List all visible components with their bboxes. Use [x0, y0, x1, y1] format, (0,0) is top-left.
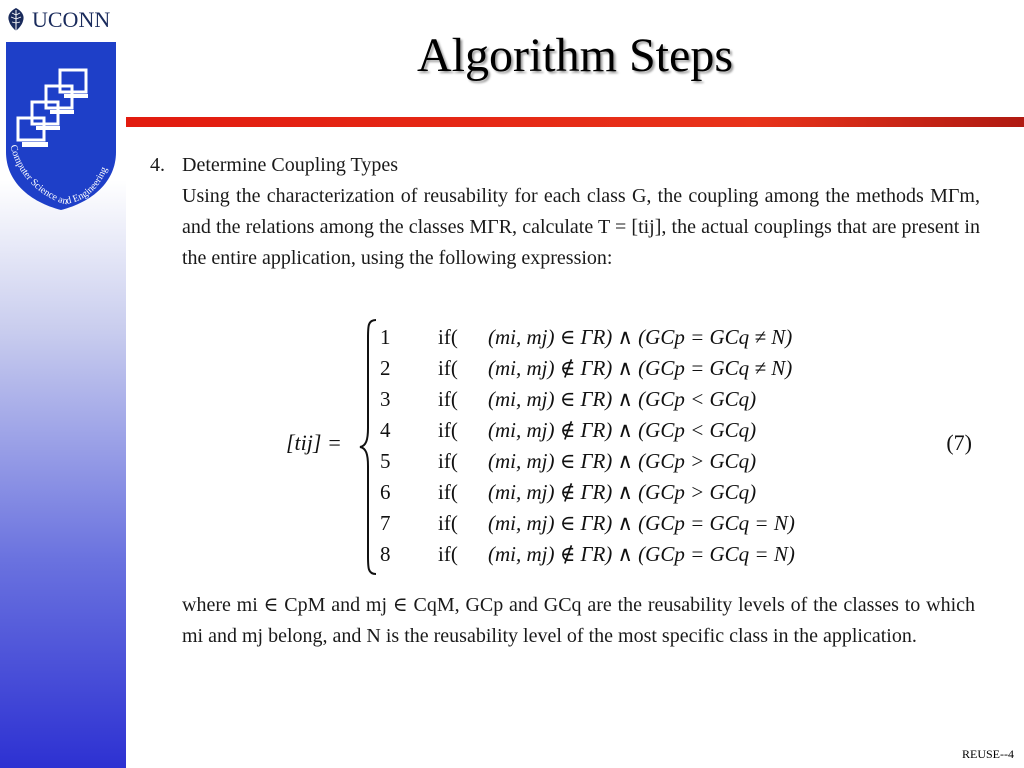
equation-row: 7 if( (mi, mj) ∈ ΓR) ∧ (GCp = GCq = N) — [380, 511, 795, 535]
uconn-logo — [4, 6, 110, 34]
uconn-wordmark: UCONN — [32, 7, 111, 32]
cse-badge-logo — [2, 42, 120, 210]
badge-label: Computer Science and Engineering — [7, 143, 110, 208]
left-brace — [358, 318, 378, 576]
title-divider — [126, 117, 1024, 127]
equation-row: 8 if( (mi, mj) ∉ ΓR) ∧ (GCp = GCq = N) — [380, 542, 795, 566]
equation-row: 6 if( (mi, mj) ∉ ΓR) ∧ (GCp > GCq) — [380, 480, 757, 504]
equation-row: 4 if( (mi, mj) ∉ ΓR) ∧ (GCp < GCq) — [380, 418, 757, 442]
list-item-heading — [150, 150, 980, 181]
equation-row: 1 if( (mi, mj) ∈ ΓR) ∧ (GCp = GCq ≠ N) — [380, 325, 793, 349]
item-heading: Determine Coupling Types — [182, 154, 398, 176]
equation-row: 2 if( (mi, mj) ∉ ΓR) ∧ (GCp = GCq ≠ N) — [380, 356, 793, 380]
page-title: Algorithm Steps — [416, 29, 733, 82]
where-paragraph: where mi ∈ CpM and mj ∈ CqM, GCp and GCq are the reusability levels of the classes to which mi and mj belong, and N is the reusability level of the most specific class in the application. — [182, 594, 975, 647]
equation-cases — [380, 322, 795, 570]
oak-leaf-icon — [4, 7, 28, 33]
item-number: 4. — [150, 154, 165, 176]
item-paragraph: Using the characterization of reusability for each class G, the coupling among the methods MΓm, and the relations among the classes MΓR, calculate T = [tij], the actual couplings that are present in the entire application, using the following expression: — [182, 185, 980, 269]
slide-number: REUSE--4 — [962, 747, 1014, 761]
equation-number: (7) — [946, 430, 972, 455]
equation-lhs: [tij] = — [286, 430, 342, 455]
equation-row: 5 if( (mi, mj) ∈ ΓR) ∧ (GCp > GCq) — [380, 449, 757, 473]
content-body — [150, 150, 980, 274]
equation-row: 3 if( (mi, mj) ∈ ΓR) ∧ (GCp < GCq) — [380, 387, 757, 411]
equation-block — [280, 318, 980, 580]
